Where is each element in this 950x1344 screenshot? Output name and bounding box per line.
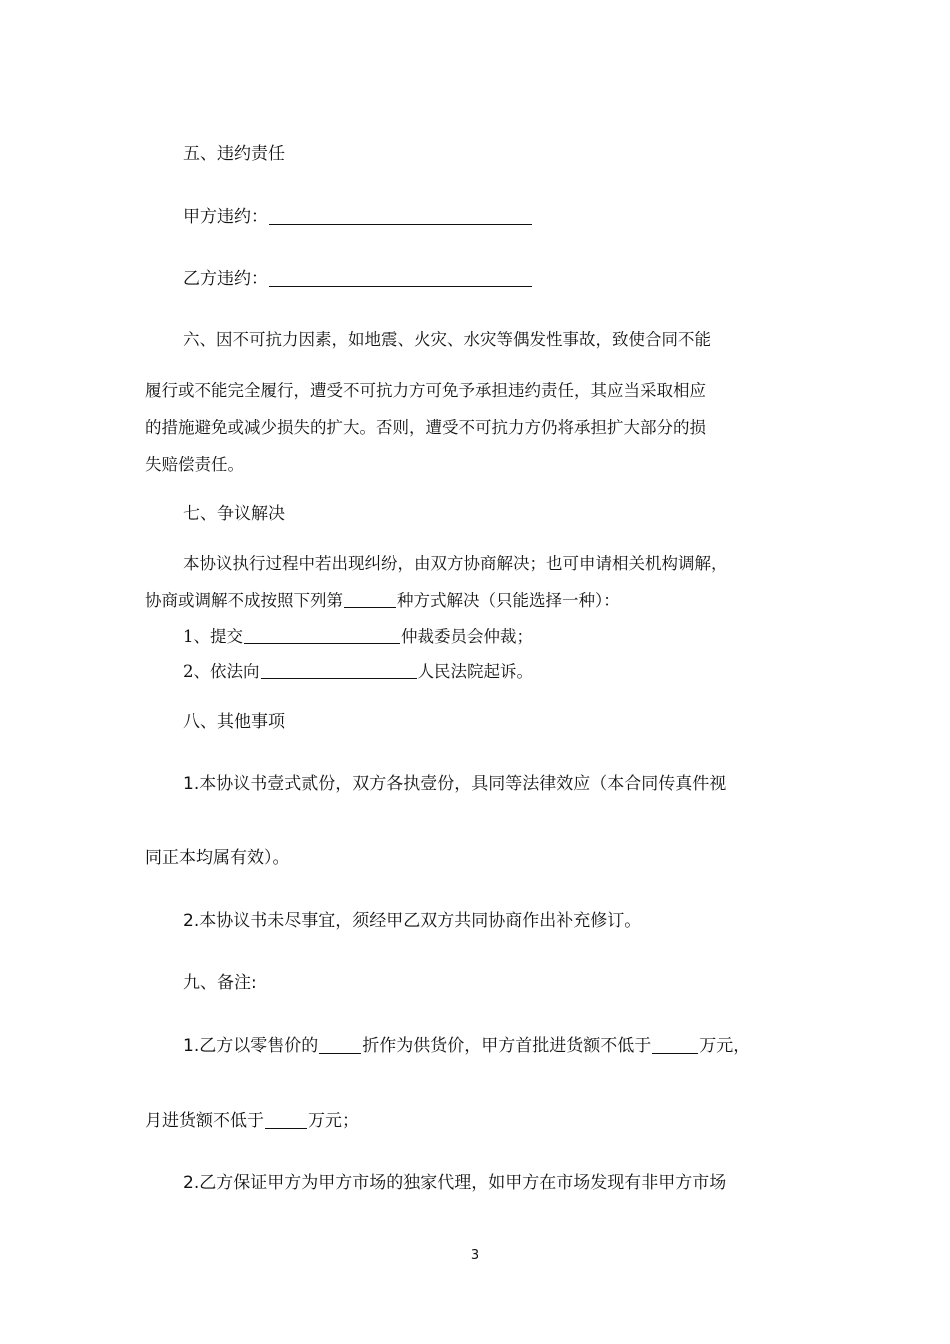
section-9-item-1-line-2-suffix: 万元； xyxy=(308,1111,359,1131)
section-6-line-3: 的措施避免或减少损失的扩大。否则，遭受不可抗力方仍将承担扩大部分的损 xyxy=(145,418,706,437)
section-6-line-4: 失赔偿责任。 xyxy=(145,455,244,474)
section-8-item-1-line-1: 1.本协议书壹式贰份，双方各执壹份，具同等法律效应（本合同传真件视 xyxy=(183,774,727,794)
arbitration-committee-blank xyxy=(244,626,400,644)
section-7-line-2-suffix: 种方式解决（只能选择一种）： xyxy=(397,591,620,610)
section-5-heading: 五、违约责任 xyxy=(183,144,285,164)
dispute-option-2-prefix: 2、依法向 xyxy=(183,662,260,681)
section-7-heading: 七、争议解决 xyxy=(183,504,285,524)
method-number-blank xyxy=(344,590,396,608)
dispute-option-1 xyxy=(183,623,533,647)
section-6-line-2: 履行或不能完全履行，遭受不可抗力方可免予承担违约责任，其应当采取相应 xyxy=(145,381,706,400)
section-6-line-1: 六、因不可抗力因素，如地震、火灾、水灾等偶发性事故，致使合同不能 xyxy=(183,330,711,349)
section-8-heading: 八、其他事项 xyxy=(183,712,285,732)
section-9-item-2: 2.乙方保证甲方为甲方市场的独家代理，如甲方在市场发现有非甲方市场 xyxy=(183,1173,727,1193)
discount-blank xyxy=(319,1035,361,1054)
section-9-item-1-part-b: 折作为供货价，甲方首批进货额不低于 xyxy=(362,1036,652,1056)
party-a-breach-label: 甲方违约： xyxy=(183,207,268,227)
party-b-breach-line xyxy=(183,264,533,289)
monthly-order-amount-blank xyxy=(265,1110,307,1129)
party-a-breach-line xyxy=(183,202,533,227)
section-9-heading: 九、备注: xyxy=(183,973,257,993)
section-7-line-1: 本协议执行过程中若出现纠纷，由双方协商解决；也可申请相关机构调解， xyxy=(183,554,728,573)
section-7-line-2-prefix: 协商或调解不成按照下列第 xyxy=(145,591,343,610)
party-b-breach-blank xyxy=(269,268,532,287)
section-9-item-1-line-2-prefix: 月进货额不低于 xyxy=(145,1111,264,1131)
court-blank xyxy=(261,661,417,679)
section-9-item-1-line-2 xyxy=(145,1106,359,1131)
section-9-item-1-part-a: 1.乙方以零售价的 xyxy=(183,1036,319,1056)
section-7-line-2 xyxy=(145,587,620,611)
dispute-option-1-prefix: 1、提交 xyxy=(183,627,243,646)
section-8-item-1-line-2: 同正本均属有效）。 xyxy=(145,848,290,868)
section-8-item-2: 2.本协议书未尽事宜，须经甲乙双方共同协商作出补充修订。 xyxy=(183,911,642,931)
first-order-amount-blank xyxy=(652,1035,698,1054)
party-a-breach-blank xyxy=(269,206,532,225)
party-b-breach-label: 乙方违约： xyxy=(183,269,268,289)
section-9-item-1-part-c: 万元， xyxy=(699,1036,751,1056)
section-9-item-1-line-1 xyxy=(183,1031,750,1056)
page-number: 3 xyxy=(470,1248,480,1263)
dispute-option-2-suffix: 人民法院起诉。 xyxy=(417,662,533,681)
dispute-option-1-suffix: 仲裁委员会仲裁； xyxy=(401,627,533,646)
dispute-option-2 xyxy=(183,658,533,682)
